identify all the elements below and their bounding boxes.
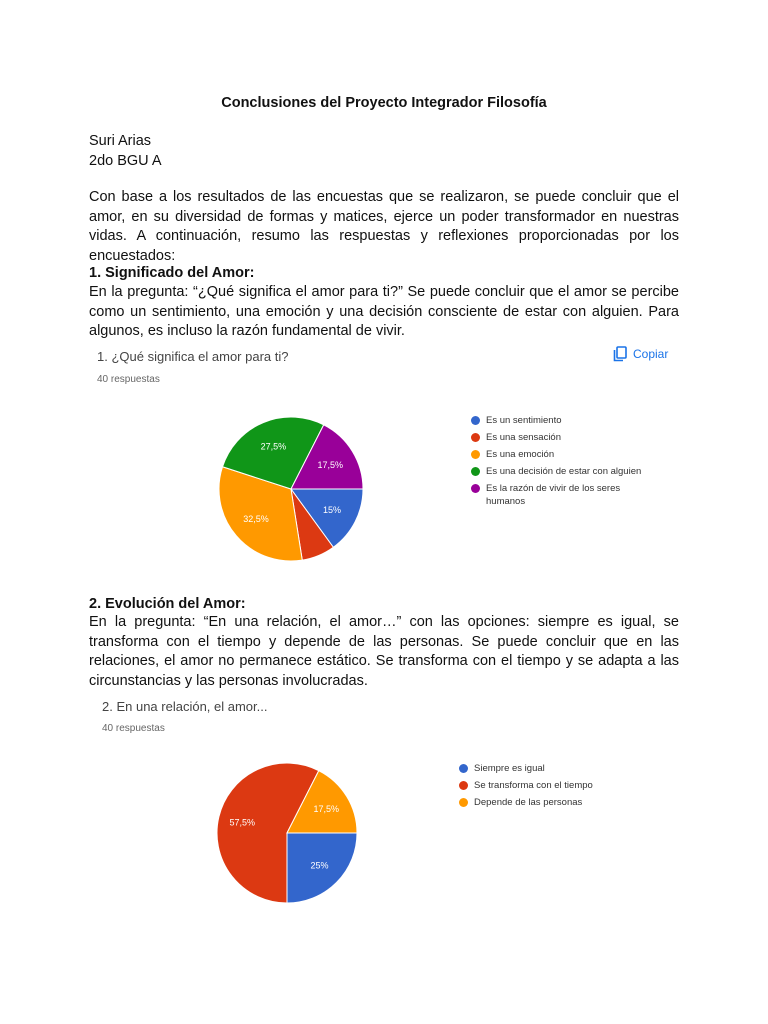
chart-1-slice-3-label: 32,5% [243, 513, 269, 524]
chart-2-legend-item-2 [459, 779, 649, 792]
author-name: Suri Arias [89, 133, 152, 149]
chart-1-legend-item-2 [471, 431, 661, 444]
chart-1-slice-1-label: 15% [322, 504, 341, 515]
section-1-heading: 1. Significado del Amor: [89, 265, 255, 281]
section-2-paragraph: En la pregunta: “En una relación, el amor…” con las opciones: siempre es igual, se transforma con el tiempo y depende de las personas. Se puede concluir que en las relaciones, el amor no permanece estático. Se transforma con el tiempo y se adapta a las circunstancias y las personas involucradas. [89, 614, 679, 689]
chart-2-slice-1-label: 25% [310, 860, 329, 871]
chart-1-legend-label-3: Es una emoción [486, 449, 555, 460]
copy-button-label: Copiar [633, 347, 669, 361]
chart-1-legend-swatch-4 [471, 467, 480, 476]
document-title: Conclusiones del Proyecto Integrador Filosofía [221, 95, 547, 111]
chart-2-legend-swatch-3 [459, 798, 468, 807]
chart-1-legend-item-4 [471, 465, 661, 478]
chart-2-legend-swatch-1 [459, 764, 468, 773]
chart-2-slice-2-label: 57,5% [229, 817, 256, 828]
chart-1-legend-item-5 [471, 482, 661, 508]
chart-1-legend-swatch-2 [471, 433, 480, 442]
intro-paragraph: Con base a los resultados de las encuestas que se realizaron, se puede concluir que el amor, en su diversidad de formas y matices, ejerce un poder transformador en nuestras vidas. A continuación, resumo las respuestas y reflexiones proporcionadas por los encuestados: [89, 189, 679, 264]
chart-1-pie [209, 405, 379, 565]
chart-1-legend-swatch-5 [471, 484, 480, 493]
chart-1-legend-label-5: Es la razón de vivir de los seres humanos [486, 483, 621, 507]
chart-2-response-count: 40 respuestas [102, 723, 165, 734]
chart-card-1 [89, 340, 681, 585]
section-1-paragraph: En la pregunta: “¿Qué significa el amor para ti?” Se puede concluir que el amor se percibe como un sentimiento, una emoción y una decisión consciente de estar con alguien. Para algunos, es incluso la razón fundamental de vivir. [89, 284, 679, 339]
chart-1-legend-item-1 [471, 414, 661, 427]
chart-1-response-count: 40 respuestas [97, 374, 160, 385]
chart-card-2 [89, 690, 594, 920]
chart-1-legend-label-2: Es una sensación [486, 432, 561, 443]
chart-2-slice-3-label: 17,5% [313, 803, 339, 814]
chart-2-legend-label-1: Siempre es igual [474, 763, 545, 774]
chart-1-legend-swatch-3 [471, 450, 480, 459]
chart-2-legend-item-3 [459, 796, 649, 809]
chart-1-slice-5-label: 17,5% [317, 459, 343, 470]
chart-2-legend [459, 762, 649, 813]
section-2-heading: 2. Evolución del Amor: [89, 596, 246, 612]
course-name: 2do BGU A [89, 153, 162, 169]
chart-1-title: 1. ¿Qué significa el amor para ti? [97, 349, 289, 364]
chart-1-slice-4-label: 27,5% [260, 441, 287, 452]
chart-2-title: 2. En una relación, el amor... [102, 699, 268, 714]
chart-2-legend-item-1 [459, 762, 649, 775]
chart-1-legend [471, 414, 661, 512]
copy-button[interactable] [613, 346, 668, 362]
chart-1-legend-item-3 [471, 448, 661, 461]
chart-1-legend-label-4: Es una decisión de estar con alguien [486, 466, 642, 477]
chart-2-legend-swatch-2 [459, 781, 468, 790]
chart-2-legend-label-3: Depende de las personas [474, 797, 583, 808]
copy-icon [613, 346, 627, 362]
chart-1-legend-swatch-1 [471, 416, 480, 425]
chart-2-pie [209, 755, 369, 915]
chart-2-legend-label-2: Se transforma con el tiempo [474, 780, 593, 791]
chart-1-legend-label-1: Es un sentimiento [486, 415, 562, 426]
